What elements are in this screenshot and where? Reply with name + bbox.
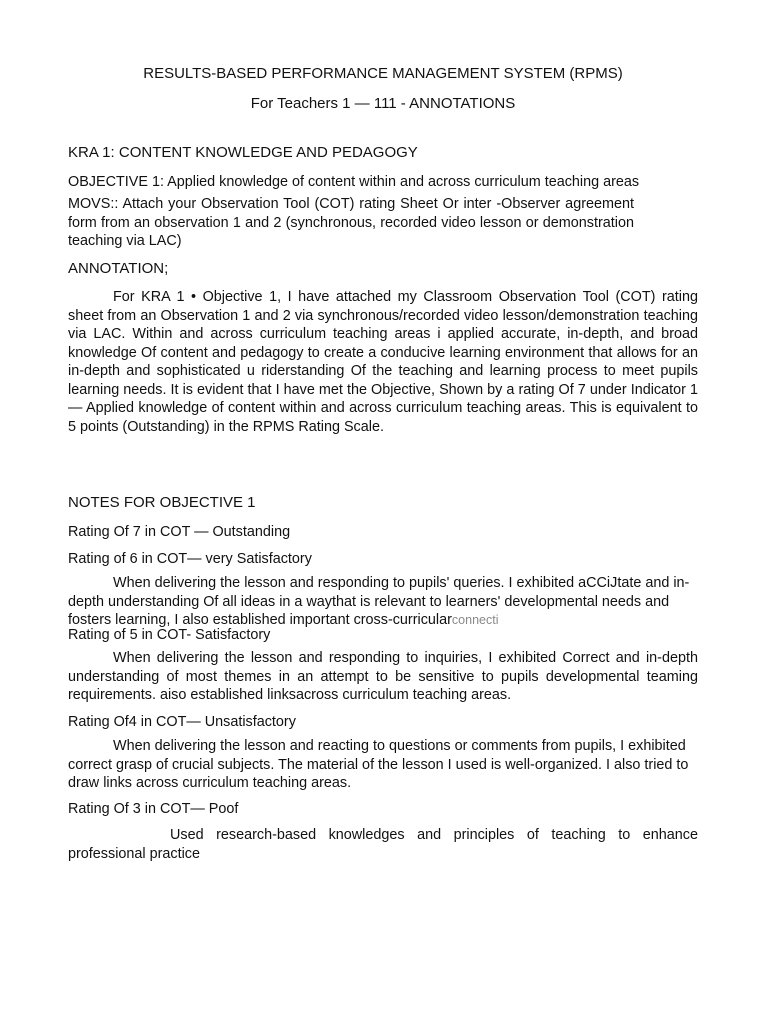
rating-4-label: Rating Of4 in COT— Unsatisfactory <box>68 714 296 730</box>
notes-heading: NOTES FOR OBJECTIVE 1 <box>68 494 256 511</box>
rating-6-tail: connecti <box>451 613 499 627</box>
rating-4-description: When delivering the lesson and reacting to questions or comments from pupils, I exhibited correct grasp of crucial subjects. The material of the lesson I used is well-organized. I also tried to draw links across curriculum teaching areas. <box>68 738 689 791</box>
rating-3-description: Used research-based knowledges and principles of teaching to enhance professional practice <box>68 827 698 862</box>
document-page <box>68 0 698 1024</box>
rating-6-label: Rating of 6 in COT— very Satisfactory <box>68 551 312 567</box>
rating-3-label: Rating Of 3 in COT— Poof <box>68 801 239 817</box>
rating-5-label: Rating of 5 in COT- Satisfactory <box>68 627 271 643</box>
rating-7-label: Rating Of 7 in COT — Outstanding <box>68 524 291 540</box>
annotation-body: For KRA 1 • Objective 1, I have attached my Classroom Observation Tool (COT) rating sheet from an Observation 1 and 2 via synchronous/recorded video lesson/demonstration teaching via LAC. Within and across curriculum teaching areas i applied accurate, in-depth, and broad knowledge Of content and pedagogy to create a conducive learning environment that allows for an in-depth and sophisticated u riderstanding Of the teaching and learning process to meet pupils learning needs. It is evident that I have met the Objective, Shown by a rating Of 7 under Indicator 1 — Applied knowledge of content within and across curriculum teaching areas. This is equivalent to 5 points (Outstanding) in the RPMS Rating Scale. <box>68 289 698 435</box>
annotation-heading: ANNOTATION; <box>68 260 169 277</box>
kra-heading: KRA 1: CONTENT KNOWLEDGE AND PEDAGOGY <box>68 144 418 161</box>
rating-5-description: When delivering the lesson and responding to inquiries, I exhibited Correct and in-depth understanding of most themes in an attempt to be sensitive to pupils developmental teaming requirements. aiso established linksacross curriculum teaching areas. <box>68 650 698 703</box>
document-subtitle: For Teachers 1 — 111 - ANNOTATIONS <box>250 95 516 112</box>
rating-6-body: When delivering the lesson and responding to pupils' queries. I exhibited aCCiJtate and in-depth understanding Of all ideas in a waythat is relevant to learners' developmental needs and fosters learning, I also established important cross-curricular <box>68 575 690 628</box>
objective-text: OBJECTIVE 1: Applied knowledge of content within and across curriculum teaching areas <box>68 174 640 190</box>
document-title: RESULTS-BASED PERFORMANCE MANAGEMENT SYSTEM (RPMS) <box>143 65 623 82</box>
rating-6-description <box>68 574 698 630</box>
movs-text: MOVS:: Attach your Observation Tool (COT) rating Sheet Or inter -Observer agreement form from an observation 1 and 2 (synchronous, recorded video lesson or demonstration teaching via LAC) <box>68 196 634 249</box>
